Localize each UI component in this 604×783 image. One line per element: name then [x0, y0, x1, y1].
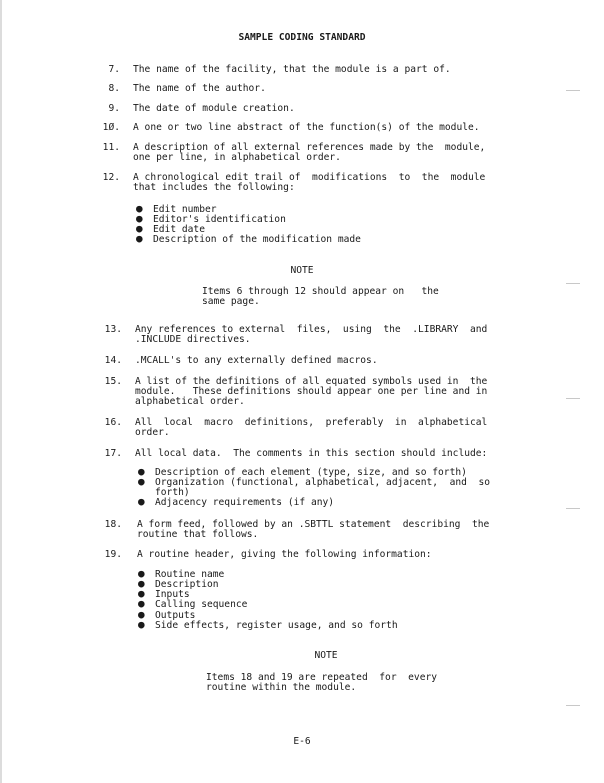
- bullet-text: Description of the modification made: [153, 234, 361, 245]
- item-text: The name of the facility, that the module is a part of.: [133, 64, 451, 75]
- bullet-icon: ●: [138, 608, 145, 621]
- item-text: alphabetical order.: [135, 396, 245, 407]
- page-number: E-6: [293, 736, 311, 747]
- margin-mark: [566, 398, 580, 399]
- item-text: A form feed, followed by an .SBTTL statement describing the: [137, 519, 490, 530]
- item-number: 16.: [104, 417, 122, 428]
- item-text: that includes the following:: [133, 182, 295, 193]
- bullet-icon: ●: [136, 232, 143, 245]
- item-text: A chronological edit trail of modifications to the module: [133, 172, 486, 183]
- bullet-text: Inputs: [155, 589, 190, 600]
- item-text: All local macro definitions, preferably in alphabetical: [135, 417, 488, 428]
- item-number: 1Ø.: [102, 122, 120, 133]
- item-text: routine that follows.: [137, 529, 259, 540]
- item-text: module. These definitions should appear one per line and in: [135, 386, 488, 397]
- note-text: Items 6 through 12 should appear on the: [202, 286, 439, 297]
- bullet-text: Routine name: [155, 569, 225, 580]
- bullet-text: Edit number: [153, 204, 217, 215]
- item-text: .INCLUDE directives.: [135, 334, 251, 345]
- item-number: 11.: [102, 142, 120, 153]
- bullet-icon: ●: [138, 587, 145, 600]
- note-text: routine within the module.: [206, 682, 357, 693]
- bullet-icon: ●: [138, 577, 145, 590]
- item-number: 12.: [102, 172, 120, 183]
- item-number: 13.: [104, 324, 122, 335]
- item-number: 14.: [104, 355, 122, 366]
- note-title: NOTE: [290, 265, 314, 276]
- item-text: Any references to external files, using the .LIBRARY and: [135, 324, 488, 335]
- item-text: A one or two line abstract of the function(s) of the module.: [133, 122, 480, 133]
- bullet-icon: ●: [138, 618, 145, 631]
- item-text: A list of the definitions of all equated symbols used in the: [135, 376, 488, 387]
- item-text: A description of all external references made by the module,: [133, 142, 486, 153]
- margin-mark: [566, 90, 580, 91]
- item-number: 17.: [104, 448, 122, 459]
- bullet-icon: ●: [138, 567, 145, 580]
- item-text: one per line, in alphabetical order.: [133, 152, 341, 163]
- item-number: 18.: [104, 519, 122, 530]
- item-text: A routine header, giving the following information:: [137, 549, 432, 560]
- item-number: 7.: [108, 64, 120, 75]
- bullet-icon: ●: [136, 222, 143, 235]
- page-title: SAMPLE CODING STANDARD: [238, 32, 366, 43]
- bullet-text: Edit date: [153, 224, 205, 235]
- bullet-text: Organization (functional, alphabetical, adjacent, and so: [155, 477, 491, 488]
- bullet-icon: ●: [138, 475, 145, 488]
- item-text: .MCALL's to any externally defined macros.: [135, 355, 378, 366]
- page-edge: [0, 0, 2, 783]
- bullet-icon: ●: [138, 495, 145, 508]
- bullet-icon: ●: [136, 212, 143, 225]
- margin-mark: [566, 705, 580, 706]
- item-number: 9.: [108, 103, 120, 114]
- bullet-text: Editor's identification: [153, 214, 286, 225]
- item-text: The date of module creation.: [133, 103, 295, 114]
- item-text: order.: [135, 427, 170, 438]
- bullet-text: Description: [155, 579, 219, 590]
- bullet-text: Adjacency requirements (if any): [155, 497, 335, 508]
- bullet-text: Description of each element (type, size, and so forth): [155, 467, 467, 478]
- note-text: Items 18 and 19 are repeated for every: [206, 672, 438, 683]
- item-number: 15.: [104, 376, 122, 387]
- margin-mark: [566, 283, 580, 284]
- item-number: 19.: [104, 549, 122, 560]
- bullet-text: Side effects, register usage, and so forth: [155, 620, 398, 631]
- item-text: The name of the author.: [133, 83, 266, 94]
- bullet-text: Calling sequence: [155, 599, 248, 610]
- margin-mark: [566, 508, 580, 509]
- item-number: 8.: [108, 83, 120, 94]
- bullet-icon: ●: [136, 202, 143, 215]
- bullet-icon: ●: [138, 465, 145, 478]
- bullet-icon: ●: [138, 597, 145, 610]
- note-title: NOTE: [314, 650, 338, 661]
- bullet-text: Outputs: [155, 610, 196, 621]
- bullet-text: forth): [155, 487, 190, 498]
- note-text: same page.: [202, 296, 260, 307]
- item-text: All local data. The comments in this section should include:: [135, 448, 488, 459]
